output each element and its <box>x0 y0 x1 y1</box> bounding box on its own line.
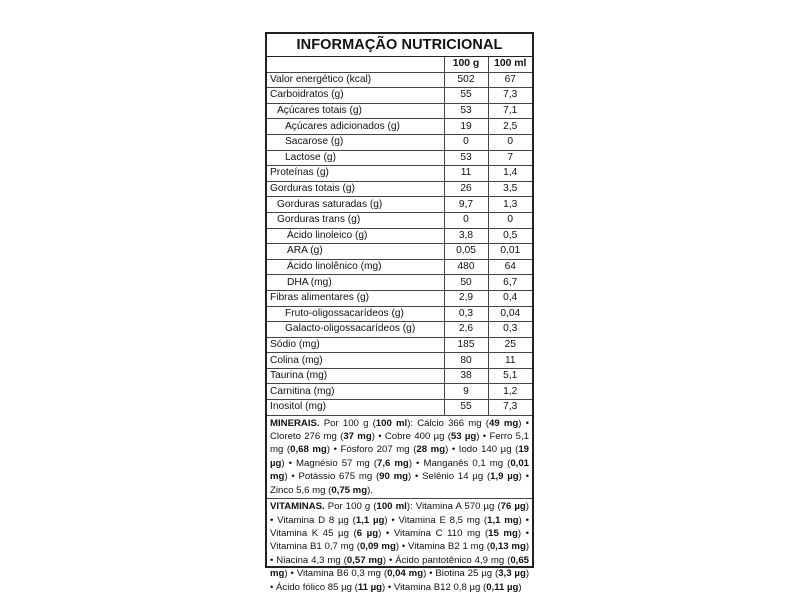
table-row <box>267 275 532 291</box>
value-100ml: 11 <box>488 353 532 369</box>
value-100ml: 64 <box>488 259 532 275</box>
text-segment: ) • Biotina 25 µg ( <box>423 568 499 580</box>
nutrient-name: Valor energético (kcal) <box>267 72 444 88</box>
nutrient-name: Açúcares totais (g) <box>267 103 444 119</box>
value-100ml: 25 <box>488 337 532 353</box>
value-100ml: 67 <box>488 72 532 88</box>
bold-value: 7,6 mg <box>377 457 409 469</box>
nutrient-name: Lactose (g) <box>267 150 444 166</box>
value-100g: 53 <box>444 150 488 166</box>
value-100ml: 1,3 <box>488 197 532 213</box>
nutrient-name: Gorduras totais (g) <box>267 181 444 197</box>
value-100ml: 7,3 <box>488 400 532 416</box>
value-100g: 9,7 <box>444 197 488 213</box>
bold-value: 0,13 mg <box>489 541 526 553</box>
bold-value: 49 mg <box>488 417 519 429</box>
nutrient-name: Proteínas (g) <box>267 166 444 182</box>
value-100g: 480 <box>444 259 488 275</box>
text-segment: ) • Vitamina B1 0,7 mg ( <box>270 527 529 553</box>
value-100g: 80 <box>444 353 488 369</box>
value-100ml: 0 <box>488 134 532 150</box>
nutrient-name: Ácido linoleico (g) <box>267 228 444 244</box>
text-segment: ) • Iodo 140 µg ( <box>445 444 519 456</box>
value-100ml: 5,1 <box>488 368 532 384</box>
label-title: INFORMAÇÃO NUTRICIONAL <box>267 34 532 57</box>
text-segment: ) • Magnésio 57 mg ( <box>281 457 378 469</box>
header-100ml: 100 ml <box>488 57 532 72</box>
minerals-section <box>267 416 532 499</box>
header-blank <box>267 57 444 72</box>
minerals-label: MINERAIS. <box>270 417 320 429</box>
value-100g: 11 <box>444 166 488 182</box>
value-100ml: 7,3 <box>488 88 532 104</box>
table-row <box>267 88 532 104</box>
nutrient-name: Taurina (mg) <box>267 368 444 384</box>
text-segment: ) • Potássio 675 mg ( <box>284 471 380 483</box>
table-row <box>267 353 532 369</box>
text-segment: ) • Ácido fólico 85 µg ( <box>270 568 530 593</box>
table-row <box>267 228 532 244</box>
table-header-row <box>267 57 532 72</box>
bold-value: 0,68 mg <box>290 444 327 456</box>
header-100g: 100 g <box>444 57 488 72</box>
value-100ml: 0,01 <box>488 244 532 260</box>
table-row <box>267 150 532 166</box>
text-segment: ): Cálcio 366 mg ( <box>407 417 489 429</box>
text-segment: ) • Vitamina B6 0,3 mg ( <box>284 568 388 580</box>
nutrient-name: Gorduras trans (g) <box>267 212 444 228</box>
nutrient-name: Ácido linolênico (mg) <box>267 259 444 275</box>
bold-value: 1,1 µg <box>355 514 385 526</box>
table-row <box>267 337 532 353</box>
table-row <box>267 306 532 322</box>
text-segment: ) • Ferro 5,1 mg ( <box>270 431 529 456</box>
value-100ml: 0,04 <box>488 306 532 322</box>
value-100g: 9 <box>444 384 488 400</box>
value-100ml: 0,4 <box>488 290 532 306</box>
bold-value: 0,11 µg <box>486 581 519 593</box>
text-segment: ) • Vitamina K 45 µg ( <box>270 514 529 539</box>
bold-value: 37 mg <box>343 431 372 443</box>
value-100g: 2,6 <box>444 322 488 338</box>
value-100g: 2,9 <box>444 290 488 306</box>
value-100g: 55 <box>444 88 488 104</box>
value-100ml: 6,7 <box>488 275 532 291</box>
text-segment: ) • Cloreto 276 mg ( <box>270 417 529 443</box>
vitamins-label: VITAMINAS. <box>270 501 325 513</box>
value-100g: 502 <box>444 72 488 88</box>
value-100g: 38 <box>444 368 488 384</box>
value-100g: 53 <box>444 103 488 119</box>
bold-value: 0,04 mg <box>387 568 424 580</box>
bold-value: 11 µg <box>357 581 383 593</box>
table-row <box>267 103 532 119</box>
nutrient-name: Fibras alimentares (g) <box>267 290 444 306</box>
bold-value: 0,57 mg <box>346 554 383 566</box>
table-row <box>267 259 532 275</box>
text-segment: ): Vitamina A 570 µg ( <box>406 501 501 513</box>
text-segment: ) • Zinco 5,6 mg ( <box>270 471 529 496</box>
value-100g: 19 <box>444 119 488 135</box>
bold-value: 100 ml <box>376 501 407 513</box>
table-row <box>267 322 532 338</box>
text-segment: ) • Vitamina E 8,5 mg ( <box>384 514 488 526</box>
text-segment: ) • Vitamina B12 0,8 µg ( <box>382 581 487 593</box>
nutrient-name: Inositol (mg) <box>267 400 444 416</box>
text-segment: ) • Ácido pantotênico 4,9 mg ( <box>382 554 511 566</box>
value-100g: 50 <box>444 275 488 291</box>
nutrient-name: Carnitina (mg) <box>267 384 444 400</box>
nutrient-name: Fruto-oligossacarídeos (g) <box>267 306 444 322</box>
bold-value: 6 µg <box>356 527 379 539</box>
nutrient-name: Colina (mg) <box>267 353 444 369</box>
bold-value: 15 mg <box>488 527 518 539</box>
text-segment: ) <box>518 581 522 593</box>
nutrient-name: Sacarose (g) <box>267 134 444 150</box>
text-segment: ) • Manganês 0,1 mg ( <box>408 457 511 469</box>
value-100g: 26 <box>444 181 488 197</box>
bold-value: 0,65 mg <box>270 554 530 580</box>
bold-value: 28 mg <box>416 444 446 456</box>
text-segment: ) • Selênio 14 µg ( <box>407 471 491 483</box>
bold-value: 3,3 µg <box>498 568 526 580</box>
value-100ml: 1,2 <box>488 384 532 400</box>
bold-value: 0,09 mg <box>359 541 396 553</box>
bold-value: 100 ml <box>375 417 408 429</box>
value-100g: 0 <box>444 212 488 228</box>
nutrition-facts-label <box>265 32 534 593</box>
text-segment: ) • Fósforo 207 mg ( <box>326 444 417 456</box>
table-row <box>267 384 532 400</box>
value-100ml: 0,5 <box>488 228 532 244</box>
table-row <box>267 197 532 213</box>
nutrient-name: ARA (g) <box>267 244 444 260</box>
text-segment: Por 100 g ( <box>319 417 376 429</box>
table-row <box>267 244 532 260</box>
text-segment: ) • Niacina 4,3 mg ( <box>270 541 530 566</box>
text-segment: ) • Vitamina B2 1 mg ( <box>395 541 490 553</box>
table-row <box>267 212 532 228</box>
value-100g: 0,3 <box>444 306 488 322</box>
text-segment: ) • Cobre 400 µg ( <box>371 431 451 443</box>
text-segment: ) • Vitamina D 8 µg ( <box>270 501 529 526</box>
value-100ml: 1,4 <box>488 166 532 182</box>
table-row <box>267 290 532 306</box>
vitamins-text <box>270 501 529 592</box>
value-100ml: 0 <box>488 212 532 228</box>
bold-value: 1,1 mg <box>487 514 519 526</box>
value-100ml: 2,5 <box>488 119 532 135</box>
table-row <box>267 119 532 135</box>
bold-value: 19 µg <box>270 444 530 469</box>
nutrient-name: Galacto-oligossacarídeos (g) <box>267 322 444 338</box>
table-row <box>267 134 532 150</box>
table-row <box>267 72 532 88</box>
nutrient-name: Carboidratos (g) <box>267 88 444 104</box>
nutrient-name: Gorduras saturadas (g) <box>267 197 444 213</box>
value-100ml: 7,1 <box>488 103 532 119</box>
vitamins-section <box>267 499 532 595</box>
table-row <box>267 400 532 416</box>
nutrient-name: Açúcares adicionados (g) <box>267 119 444 135</box>
value-100g: 3,8 <box>444 228 488 244</box>
value-100g: 0 <box>444 134 488 150</box>
bold-value: 90 mg <box>379 471 408 483</box>
text-segment: Por 100 g ( <box>324 501 377 513</box>
value-100g: 0,05 <box>444 244 488 260</box>
value-100ml: 7 <box>488 150 532 166</box>
bold-value: 76 µg <box>500 501 526 513</box>
minerals-text <box>270 418 529 496</box>
value-100ml: 0,3 <box>488 322 532 338</box>
value-100ml: 3,5 <box>488 181 532 197</box>
table-row <box>267 166 532 182</box>
bold-value: 0,75 mg <box>331 484 368 496</box>
bold-value: 53 µg <box>450 431 477 443</box>
value-100g: 55 <box>444 400 488 416</box>
bold-value: 0,01 mg <box>270 457 529 483</box>
table-row <box>267 368 532 384</box>
nutrition-table <box>267 57 532 416</box>
value-100g: 185 <box>444 337 488 353</box>
bold-value: 1,9 µg <box>490 471 519 483</box>
nutrient-name: DHA (mg) <box>267 275 444 291</box>
text-segment: ) • Vitamina C 110 mg ( <box>378 527 489 539</box>
table-row <box>267 181 532 197</box>
text-segment: ). <box>367 484 373 496</box>
nutrient-name: Sódio (mg) <box>267 337 444 353</box>
